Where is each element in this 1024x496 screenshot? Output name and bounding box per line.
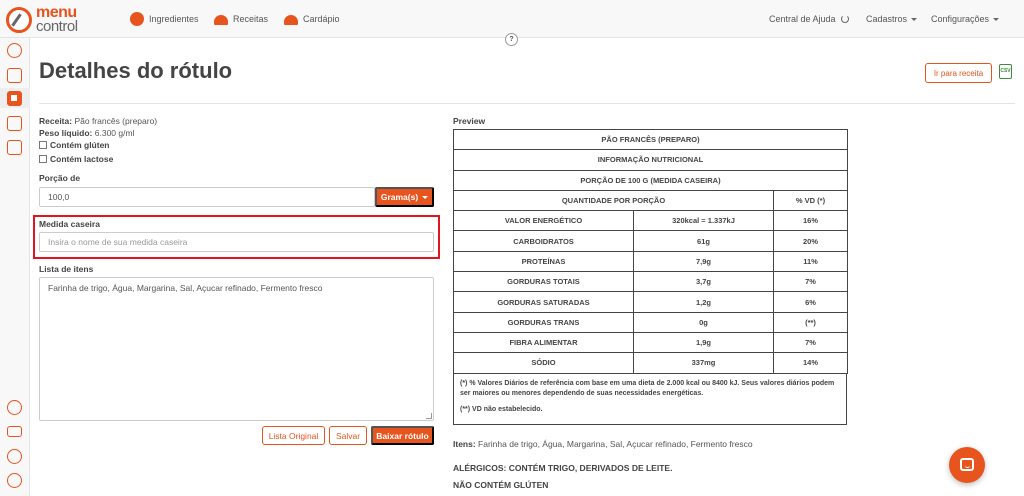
help-center-link[interactable] <box>769 11 849 27</box>
preview-items-value: Farinha de trigo, Água, Margarina, Sal, Açucar refinado, Fermento fresco <box>478 439 753 449</box>
cloche-icon <box>284 15 298 25</box>
save-button[interactable]: Salvar <box>329 426 367 445</box>
nutrient-qty: 3,7g <box>634 272 774 292</box>
logo-mark-icon <box>6 7 32 33</box>
net-weight-value: 6.300 g/ml <box>94 128 135 138</box>
nutrient-name: FIBRA ALIMENTAR <box>454 332 634 352</box>
item-list-textarea[interactable] <box>39 277 434 421</box>
nav-receitas-label: Receitas <box>233 14 269 24</box>
left-sidebar <box>0 38 30 496</box>
portion-input[interactable]: 100,0 <box>39 187 375 207</box>
nutrient-vd: 7% <box>774 272 848 292</box>
table-row <box>454 251 848 271</box>
nav-ingredientes-label: Ingredientes <box>149 14 199 24</box>
col-vd-header: % VD (*) <box>774 190 848 210</box>
nutrient-qty: 0g <box>634 312 774 332</box>
nutrition-table <box>453 129 848 374</box>
contains-lactose-checkbox[interactable] <box>39 155 47 163</box>
table-row <box>454 353 848 373</box>
allergens-statement: ALÉRGICOS: CONTÉM TRIGO, DERIVADOS DE LEITE. <box>453 463 673 473</box>
nutrient-qty: 337mg <box>634 353 774 373</box>
nutrient-name: CARBOIDRATOS <box>454 231 634 251</box>
preview-items <box>453 439 753 449</box>
nutrient-name: VALOR ENERGÉTICO <box>454 211 634 231</box>
card-icon[interactable] <box>7 426 22 437</box>
bowl-icon <box>214 15 228 25</box>
chevron-down-icon <box>993 18 999 21</box>
certificate-icon[interactable] <box>7 140 22 155</box>
label-document-icon[interactable] <box>7 91 22 106</box>
gear-icon[interactable] <box>7 449 22 464</box>
nutrient-qty: 1,9g <box>634 332 774 352</box>
csv-export-icon[interactable]: CSV <box>999 64 1012 79</box>
household-measure-input[interactable]: Insira o nome de sua medida caseira <box>39 232 434 252</box>
nutrient-vd: 11% <box>774 251 848 271</box>
footnote-not-established: (**) VD não estabelecido. <box>460 406 543 413</box>
portion-line: PORÇÃO DE 100 G (MEDIDA CASEIRA) <box>454 170 848 190</box>
nutrient-vd: 20% <box>774 231 848 251</box>
net-weight-info <box>39 128 134 138</box>
nutrient-qty: 61g <box>634 231 774 251</box>
preview-label: Preview <box>453 116 486 126</box>
contains-lactose-checkbox-row[interactable] <box>39 154 113 164</box>
preview-items-label: Itens: <box>453 439 476 449</box>
nutrient-vd: 16% <box>774 211 848 231</box>
nutrient-qty: 320kcal = 1.337kJ <box>634 211 774 231</box>
header-divider <box>39 103 1015 104</box>
price-tag-icon[interactable] <box>7 116 22 131</box>
logo-word-control: control <box>36 18 78 35</box>
household-measure-label: Medida caseira <box>39 219 100 229</box>
help-circle-icon[interactable] <box>7 400 22 415</box>
portion-unit-dropdown[interactable] <box>375 187 434 207</box>
recipe-info <box>39 116 157 126</box>
portion-label: Porção de <box>39 173 81 183</box>
table-row <box>454 231 848 251</box>
recipe-label: Receita: <box>39 116 73 126</box>
help-center-label: Central de Ajuda <box>769 14 836 24</box>
power-icon[interactable] <box>7 473 22 488</box>
contains-gluten-checkbox-row[interactable] <box>39 140 110 150</box>
nav-receitas[interactable] <box>214 11 268 27</box>
menu-control-logo[interactable] <box>6 5 96 33</box>
col-qty-header: QUANTIDADE POR PORÇÃO <box>454 190 774 210</box>
logo-word-menu: menu <box>36 4 77 21</box>
download-label-button[interactable]: Baixar rótulo <box>371 426 434 445</box>
refresh-icon <box>841 15 849 23</box>
nav-cardapio[interactable] <box>284 11 340 27</box>
nutrient-vd: 14% <box>774 353 848 373</box>
table-row <box>454 312 848 332</box>
nutrient-name: GORDURAS SATURADAS <box>454 292 634 312</box>
table-row <box>454 272 848 292</box>
nutrient-name: SÓDIO <box>454 353 634 373</box>
table-row <box>454 211 848 231</box>
cadastros-menu[interactable] <box>866 11 917 27</box>
chat-bubble-icon <box>960 458 974 471</box>
contains-gluten-label: Contém glúten <box>50 140 110 150</box>
product-name: PÃO FRANCÊS (PREPARO) <box>454 130 848 150</box>
contains-gluten-checkbox[interactable] <box>39 141 47 149</box>
nav-cardapio-label: Cardápio <box>303 14 340 24</box>
page-title: Detalhes do rótulo <box>39 58 233 83</box>
item-list-text: Farinha de trigo, Água, Margarina, Sal, Açucar refinado, Fermento fresco <box>48 283 323 293</box>
nutrient-vd: 7% <box>774 332 848 352</box>
gluten-statement: NÃO CONTÉM GLÚTEN <box>453 480 549 490</box>
original-list-button[interactable]: Lista Original <box>262 426 325 445</box>
nutrient-name: GORDURAS TRANS <box>454 312 634 332</box>
go-to-recipe-button[interactable]: Ir para receita <box>925 63 992 83</box>
contains-lactose-label: Contém lactose <box>50 154 114 164</box>
nutrient-vd: (**) <box>774 312 848 332</box>
settings-cost-icon[interactable] <box>7 43 22 58</box>
chat-launcher-button[interactable] <box>949 447 985 483</box>
resize-handle-icon[interactable] <box>426 413 432 419</box>
portion-unit-label: Grama(s) <box>380 192 419 202</box>
item-list-label: Lista de itens <box>39 264 94 274</box>
cadastros-label: Cadastros <box>866 14 908 24</box>
nutrient-name: PROTEÍNAS <box>454 251 634 271</box>
net-weight-label: Peso líquido: <box>39 128 93 138</box>
configuracoes-menu[interactable] <box>931 11 999 27</box>
nav-ingredientes[interactable] <box>130 11 199 27</box>
nutrient-qty: 7,9g <box>634 251 774 271</box>
recipe-card-icon[interactable] <box>7 68 22 83</box>
help-question-icon[interactable]: ? <box>505 33 518 46</box>
recipe-value: Pão francês (preparo) <box>74 116 158 126</box>
table-row <box>454 292 848 312</box>
nutrient-qty: 1,2g <box>634 292 774 312</box>
configuracoes-label: Configurações <box>931 14 990 24</box>
chevron-down-icon <box>422 196 428 199</box>
table-row <box>454 332 848 352</box>
tomato-icon <box>130 12 144 26</box>
nutrition-footnotes <box>453 373 847 425</box>
chevron-down-icon <box>911 18 917 21</box>
nutrition-heading: INFORMAÇÃO NUTRICIONAL <box>454 150 848 170</box>
footnote-daily-values: (*) % Valores Diários de referência com base em uma dieta de 2.000 kcal ou 8400 kJ. Seus valores diários podem ser maiores ou menores dependendo de suas necessidades energéticas. <box>460 380 835 397</box>
nutrient-name: GORDURAS TOTAIS <box>454 272 634 292</box>
nutrient-vd: 6% <box>774 292 848 312</box>
